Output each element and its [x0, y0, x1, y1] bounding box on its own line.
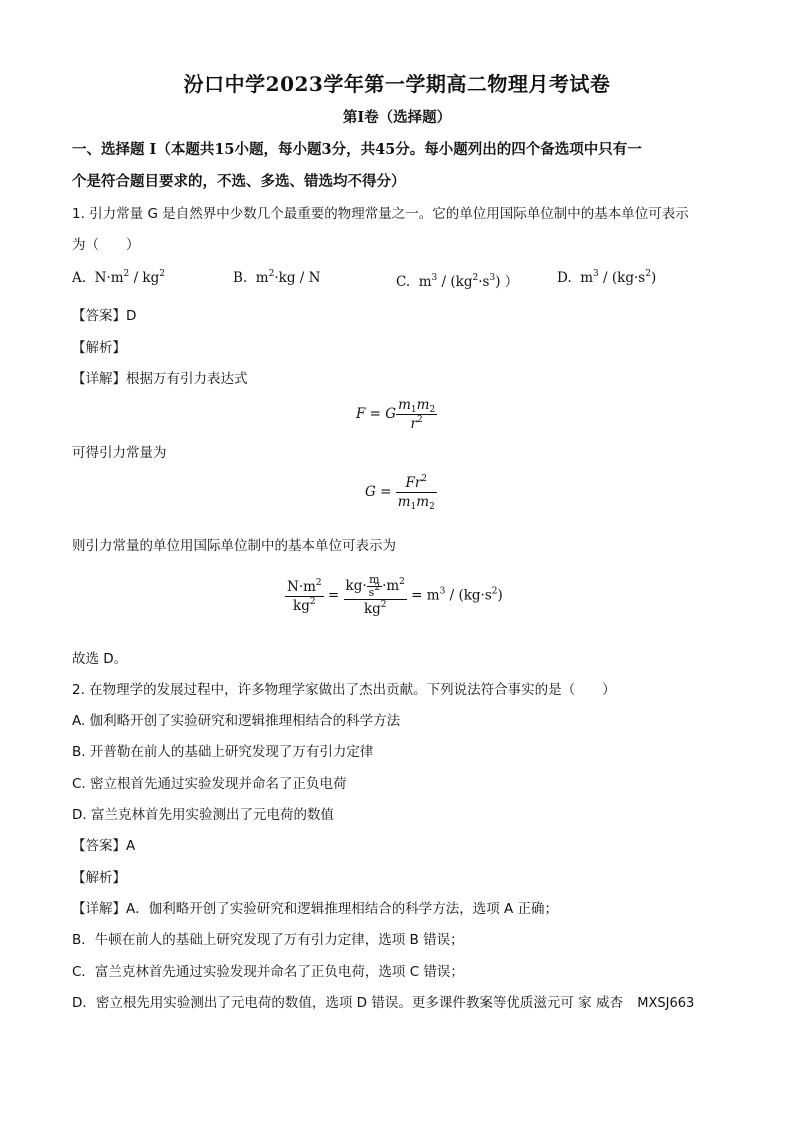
q2-option-c: C. 密立根首先通过实验发现并命名了正负电荷	[72, 776, 347, 792]
g-constant-formula: G = $\frac{Fr^2}{m_1m_2}$	[365, 474, 435, 512]
q1-detail: 【详解】根据万有引力表达式	[72, 371, 248, 387]
q1-option-d-letter: D.	[557, 270, 572, 286]
q1-option-a-letter: A.	[72, 270, 87, 286]
q1-option-b: B. $m^2\cdot kg / N$	[233, 269, 321, 286]
unit-derivation-formula: $\frac{N\cdot m^2}{kg^2}$ = kg· $\frac{m}{s^2}$ $\cdot m^2$ $kg^2$ = $m^3 / (kg\cdot s^2)$	[287, 573, 503, 617]
q1-conclusion: 故选 D。	[72, 651, 128, 667]
section-heading-line2: 个是符合题目要求的，不选、多选、错选均不得分）	[72, 173, 406, 190]
section-heading	[72, 134, 732, 198]
exam-title: 汾口中学2023学年第一学期高二物理月考试卷	[183, 72, 611, 96]
q1-stem-line1: 1. 引力常量 G 是自然界中少数几个最重要的物理常量之一。它的单位用国际单位制中的基本单位可表示	[72, 206, 689, 222]
q1-option-c: C. $m^3 / (kg^2\cdot s^3)$ ）	[396, 273, 519, 290]
section-subtitle: 第I卷（选择题）	[342, 109, 452, 126]
q2-option-b: B. 开普勒在前人的基础上研究发现了万有引力定律	[72, 744, 374, 760]
q2-option-a: A. 伽利略开创了实验研究和逻辑推理相结合的科学方法	[72, 713, 401, 729]
q2-detail-b: B．牛顿在前人的基础上研究发现了万有引力定律，选项 B 错误；	[72, 932, 464, 948]
q2-stem: 2. 在物理学的发展过程中，许多物理学家做出了杰出贡献。下列说法符合事实的是（ ）	[72, 682, 616, 698]
q2-answer: 【答案】A	[72, 838, 136, 854]
q1-option-c-letter: C.	[396, 274, 411, 290]
q2-analysis-label: 【解析】	[72, 870, 126, 886]
gravitation-formula: F = G $\frac{m_1m_2}{r^2}$	[356, 397, 436, 432]
q2-detail-c: C．富兰克林首先通过实验发现并命名了正负电荷，选项 C 错误；	[72, 964, 464, 980]
q1-option-a: A. $N\cdot m^2 / kg^2$	[72, 269, 165, 286]
section-heading-line1: 一、选择题 I（本题共15小题，每小题3分，共45分。每小题列出的四个备选项中只有一	[72, 141, 642, 158]
q1-option-d: D. $m^3 / (kg\cdot s^2)$	[557, 269, 657, 286]
q1-text2: 可得引力常量为	[72, 445, 167, 461]
watermark-code: MXSJ663	[637, 996, 695, 1011]
q2-detail-a: 【详解】A．伽利略开创了实验研究和逻辑推理相结合的科学方法，选项 A 正确；	[72, 901, 559, 917]
q1-option-b-letter: B.	[233, 270, 248, 286]
q1-text3: 则引力常量的单位用国际单位制中的基本单位可表示为	[72, 538, 396, 554]
q1-answer: 【答案】D	[72, 308, 137, 324]
q2-option-d: D. 富兰克林首先用实验测出了元电荷的数值	[72, 807, 334, 823]
q1-analysis-label: 【解析】	[72, 340, 126, 356]
q1-stem-line2: 为（ ）	[72, 237, 140, 253]
q2-detail-d-text: D．密立根先用实验测出了元电荷的数值，选项 D 错误。更多课件教案等优质滋元可 家 威杏	[72, 995, 623, 1011]
q2-detail-d	[72, 993, 694, 1014]
